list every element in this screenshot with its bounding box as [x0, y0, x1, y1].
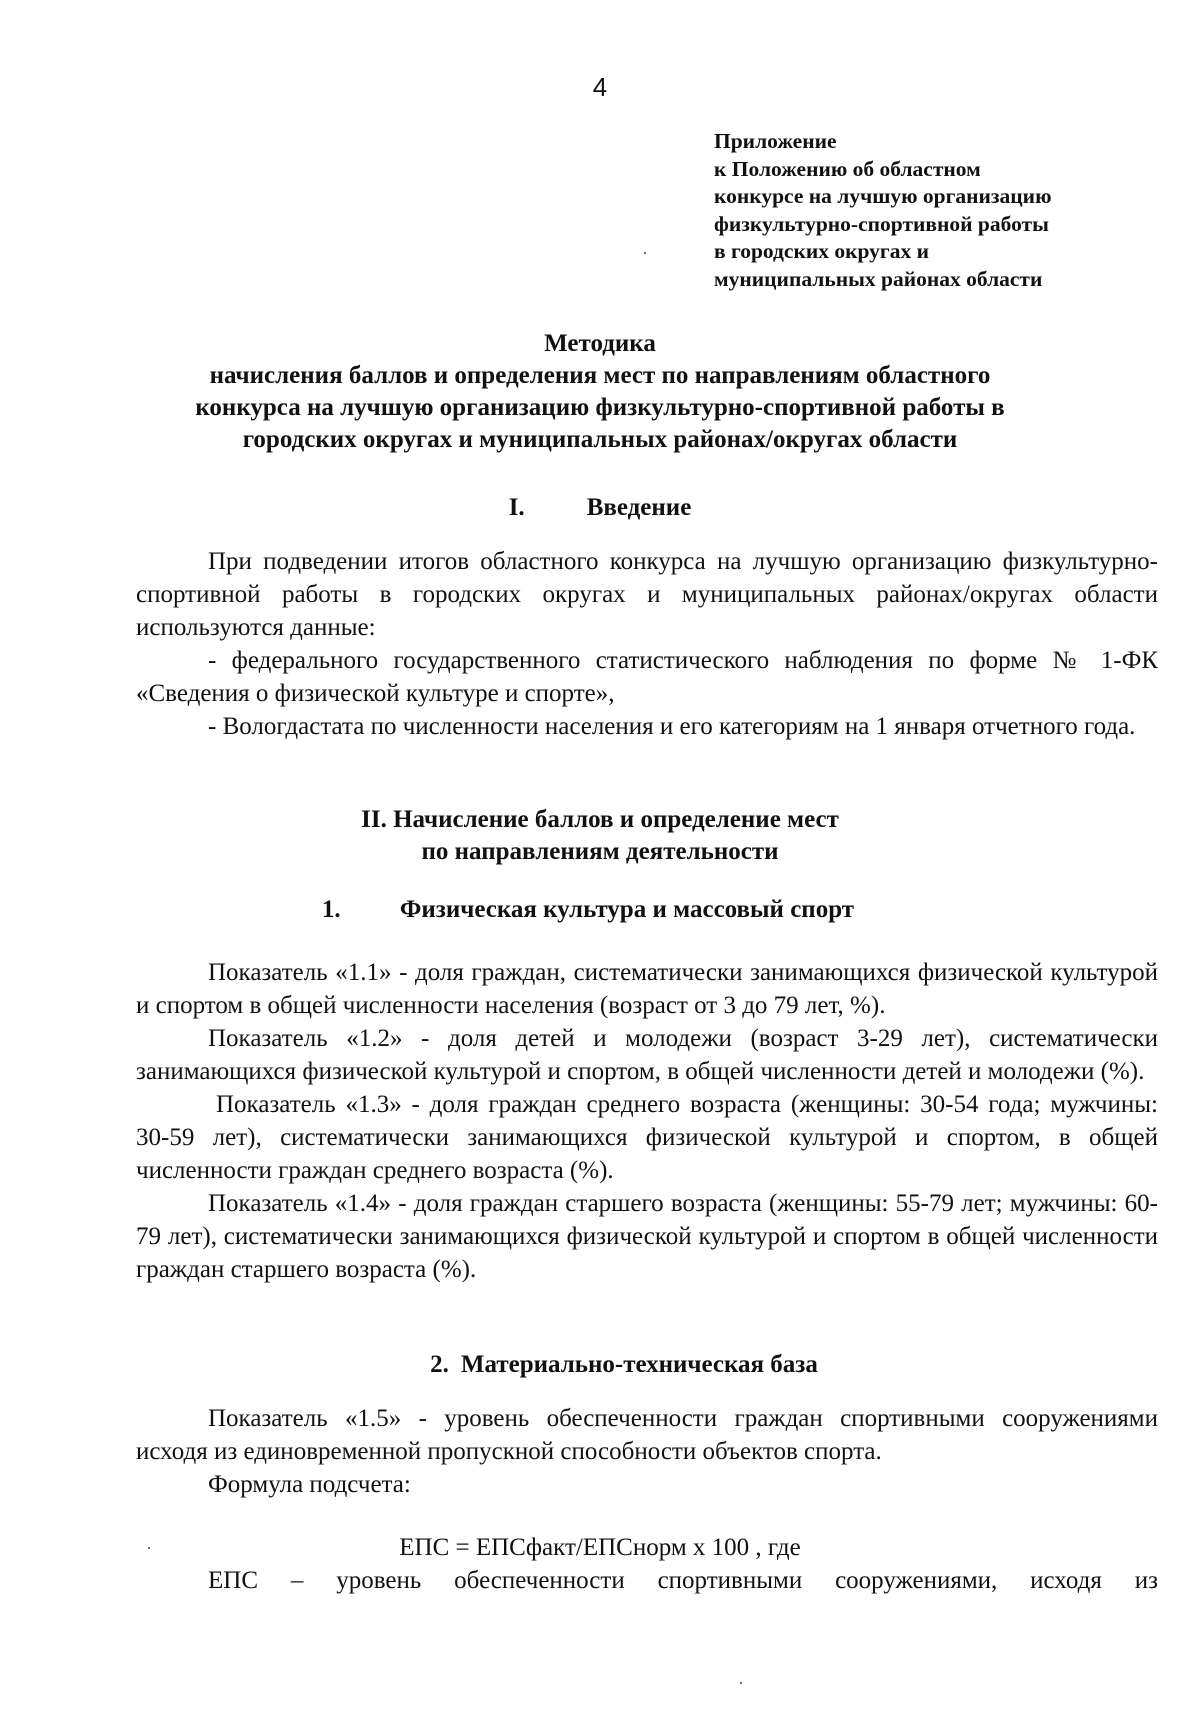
- list-item: - федерального государственного статистического наблюдения по форме № 1-ФК «Сведения о физической культуре и спорте»,: [136, 647, 1158, 707]
- subsection-title: Материально-техническая база: [460, 1351, 818, 1378]
- scan-speck: [644, 252, 646, 254]
- title-line: конкурса на лучшую организацию физкультурно-спортивной работы в: [195, 394, 1005, 421]
- paragraph: Показатель «1.2» - доля детей и молодежи (возраст 3-29 лет), систематически занимающихся физической культурой и спортом, в общей численности детей и молодежи (%).: [136, 1025, 1158, 1085]
- title-line: городских округах и муниципальных районах/округах области: [242, 426, 958, 453]
- section-number: I.: [508, 494, 525, 521]
- paragraph: Показатель «1.1» - доля граждан, систематически занимающихся физической культурой и спортом в общей численности населения (возраст от 3 до 79 лет, %).: [136, 959, 1158, 1019]
- appendix-line: к Положению об областном: [714, 156, 981, 181]
- title-line: начисления баллов и определения мест по направлениям областного: [209, 362, 991, 389]
- introduction-body: [136, 545, 1158, 743]
- appendix-line: физкультурно-спортивной работы: [714, 211, 1049, 236]
- list-item: - Вологдастата по численности населения и его категориям на 1 января отчетного года.: [208, 713, 1136, 740]
- formula-definition: [136, 1564, 1158, 1597]
- appendix-line: конкурсе на лучшую организацию: [714, 184, 1052, 208]
- formula: ЕПС = ЕПСфакт/ЕПСнорм х 100 , где: [399, 1534, 801, 1561]
- scan-speck: [740, 1682, 742, 1684]
- paragraph: Показатель «1.5» - уровень обеспеченности граждан спортивными сооружениями исходя из единовременной пропускной способности объектов спорта.: [136, 1405, 1158, 1465]
- section-title: по направлениям деятельности: [421, 838, 779, 865]
- physical-culture-body: [136, 956, 1158, 1286]
- paragraph: При подведении итогов областного конкурса на лучшую организацию физкультурно-спортивной работы в городских округах и муниципальных районах/округах области используются данные:: [136, 548, 1158, 641]
- scan-speck: [148, 1547, 150, 1549]
- subsection-heading-facilities: [0, 1349, 1200, 1381]
- subsection-number: 1.: [321, 896, 341, 923]
- appendix-line: Приложение: [714, 129, 837, 153]
- formula-label: Формула подсчета:: [208, 1471, 411, 1498]
- page-number: 4: [592, 72, 608, 102]
- paragraph: ЕПС – уровень обеспеченности спортивными сооружениями, исходя из: [208, 1567, 1158, 1594]
- document-title: [0, 328, 1200, 456]
- facilities-body: [136, 1402, 1158, 1501]
- paragraph: Показатель «1.4» - доля граждан старшего возраста (женщины: 55-79 лет; мужчины: 60-79 лет), систематически занимающихся физической культурой и спортом в общей численности граждан старшего возраста (%).: [136, 1190, 1158, 1283]
- subsection-title: Физическая культура и массовый спорт: [399, 896, 855, 923]
- section-heading-scoring: [0, 804, 1200, 868]
- appendix-line: в городских округах и: [714, 239, 929, 263]
- subsection-number: 2.: [430, 1351, 449, 1378]
- subsection-heading-physical-culture: [0, 894, 1200, 926]
- paragraph: Показатель «1.3» - доля граждан среднего возраста (женщины: 30-54 года; мужчины: 30-59 лет), систематически занимающихся физической культурой и спортом, в общей численности граждан среднего возраста (%).: [136, 1091, 1158, 1184]
- section-heading-introduction: [0, 492, 1200, 524]
- title-main: Методика: [544, 330, 656, 357]
- section-title: Введение: [586, 494, 692, 521]
- section-title: II. Начисление баллов и определение мест: [361, 806, 839, 833]
- appendix-line: муниципальных районах области: [714, 266, 1043, 291]
- appendix-header: [714, 128, 1154, 293]
